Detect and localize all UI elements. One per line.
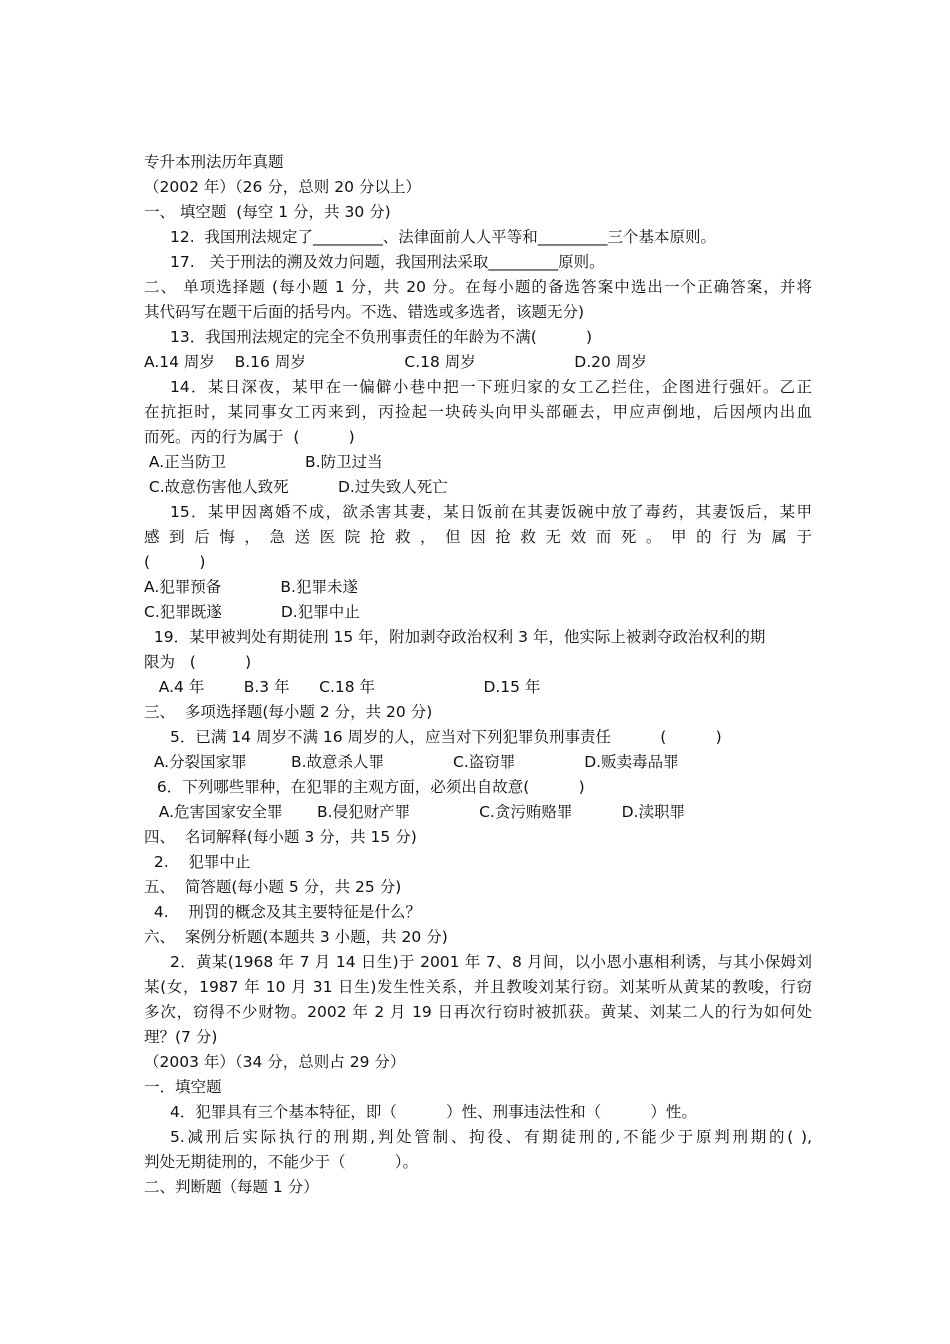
question-14-options-ab: A.正当防卫 B.防卫过当 bbox=[144, 453, 383, 471]
short-answer-question-4: 4. 刑罚的概念及其主要特征是什么？ bbox=[144, 903, 421, 921]
question-17: 17. 关于刑法的溯及效力问题，我国刑法采取_________原则。 bbox=[170, 253, 605, 271]
question-19-line-1: 19．某甲被判处有期徒刑 15 年，附加剥夺政治权利 3 年，他实际上被剥夺政治权利的期 bbox=[144, 628, 766, 646]
section-instruction: 其代码写在题干后面的括号内。不选、错选或多选者，该题无分) bbox=[144, 303, 585, 321]
question-5-options: A.分裂国家罪 B.故意杀人罪 C.盗窃罪 D.贩卖毒品罪 bbox=[144, 753, 679, 771]
question-12: 12. 我国刑法规定了_________、法律面前人人平等和_________三个基本原则。 bbox=[170, 228, 717, 246]
year-heading-2003: （2003 年）（34 分，总则占 29 分） bbox=[144, 1053, 406, 1071]
case-question-2-line-2: 某(女，1987 年 10 月 31 日生)发生性关系，并且教唆刘某行窃。刘某听从黄某的教唆，行窃 bbox=[144, 978, 812, 996]
section-heading-short-answer: 五、 简答题(每小题 5 分，共 25 分) bbox=[144, 878, 402, 896]
question-14-line-1: 14．某日深夜，某甲在一偏僻小巷中把一下班归家的女工乙拦住，企图进行强奸。乙正 bbox=[170, 378, 812, 396]
year-heading-2002: （2002 年）（26 分，总则 20 分以上） bbox=[144, 178, 421, 196]
case-question-2-line-4: 理？(7 分) bbox=[144, 1028, 218, 1046]
question-15-line-3: ( ) bbox=[144, 553, 206, 571]
question-19-line-2: 限为 ( ) bbox=[144, 653, 252, 671]
question-14-line-2: 在抗拒时，某同事女工丙来到，丙捡起一块砖头向甲头部砸去，甲应声倒地，后因颅内出血 bbox=[144, 403, 812, 421]
question-5-2003-line-2: 判处无期徒刑的，不能少于（ ）。 bbox=[144, 1153, 419, 1171]
term-question-2: 2. 犯罪中止 bbox=[144, 853, 251, 871]
question-13: 13．我国刑法规定的完全不负刑事责任的年龄为不满( ) bbox=[170, 328, 593, 346]
question-19-options: A.4 年 B.3 年 C.18 年 D.15 年 bbox=[144, 678, 541, 696]
question-5: 5．已满 14 周岁不满 16 周岁的人，应当对下列犯罪负刑事责任 ( ) bbox=[170, 728, 722, 746]
question-6: 6．下列哪些罪种，在犯罪的主观方面，必须出自故意( ) bbox=[152, 778, 585, 796]
section-heading-case-analysis: 六、 案例分析题(本题共 3 小题，共 20 分) bbox=[144, 928, 448, 946]
question-15-options-ab: A.犯罪预备 B.犯罪未遂 bbox=[144, 578, 358, 596]
section-heading-single-choice: 二、 单项选择题 (每小题 1 分，共 20 分。在每小题的备选答案中选出一个正确答案，并将 bbox=[144, 278, 812, 296]
section-heading-fill-blank-2003: 一．填空题 bbox=[144, 1078, 222, 1096]
question-6-options: A.危害国家安全罪 B.侵犯财产罪 C.贪污贿赂罪 D.渎职罪 bbox=[144, 803, 685, 821]
section-heading-terms: 四、 名词解释(每小题 3 分，共 15 分) bbox=[144, 828, 417, 846]
section-heading-fill-blank: 一、 填空题 (每空 1 分，共 30 分) bbox=[144, 203, 391, 221]
case-question-2-line-1: 2．黄某(1968 年 7 月 14 日生)于 2001 年 7、8 月间，以小恩小惠相利诱，与其小保姆刘 bbox=[170, 953, 812, 971]
question-5-2003-line-1: 5.减刑后实际执行的刑期,判处管制、拘役、有期徒刑的,不能少于原判刑期的( ), bbox=[170, 1128, 812, 1146]
section-heading-true-false: 二、判断题（每题 1 分） bbox=[144, 1178, 319, 1196]
question-4-2003: 4．犯罪具有三个基本特征，即（ ）性、刑事违法性和（ ）性。 bbox=[170, 1103, 697, 1121]
question-15-line-2: 感到后悔，急送医院抢救，但因抢救无效而死。甲的行为属于 bbox=[144, 528, 812, 546]
question-15-line-1: 15．某甲因离婚不成，欲杀害其妻，某日饭前在其妻饭碗中放了毒药，其妻饭后，某甲 bbox=[170, 503, 812, 521]
question-14-line-3: 而死。丙的行为属于 ( ) bbox=[144, 428, 355, 446]
question-13-options: A.14 周岁 B.16 周岁 C.18 周岁 D.20 周岁 bbox=[144, 353, 647, 371]
question-15-options-cd: C.犯罪既遂 D.犯罪中止 bbox=[144, 603, 360, 621]
question-14-options-cd: C.故意伤害他人致死 D.过失致人死亡 bbox=[144, 478, 448, 496]
document-title: 专升本刑法历年真题 bbox=[144, 153, 284, 171]
case-question-2-line-3: 多次，窃得不少财物。2002 年 2 月 19 日再次行窃时被抓获。黄某、刘某二人的行为如何处 bbox=[144, 1003, 812, 1021]
section-heading-multiple-choice: 三、 多项选择题(每小题 2 分，共 20 分) bbox=[144, 703, 433, 721]
